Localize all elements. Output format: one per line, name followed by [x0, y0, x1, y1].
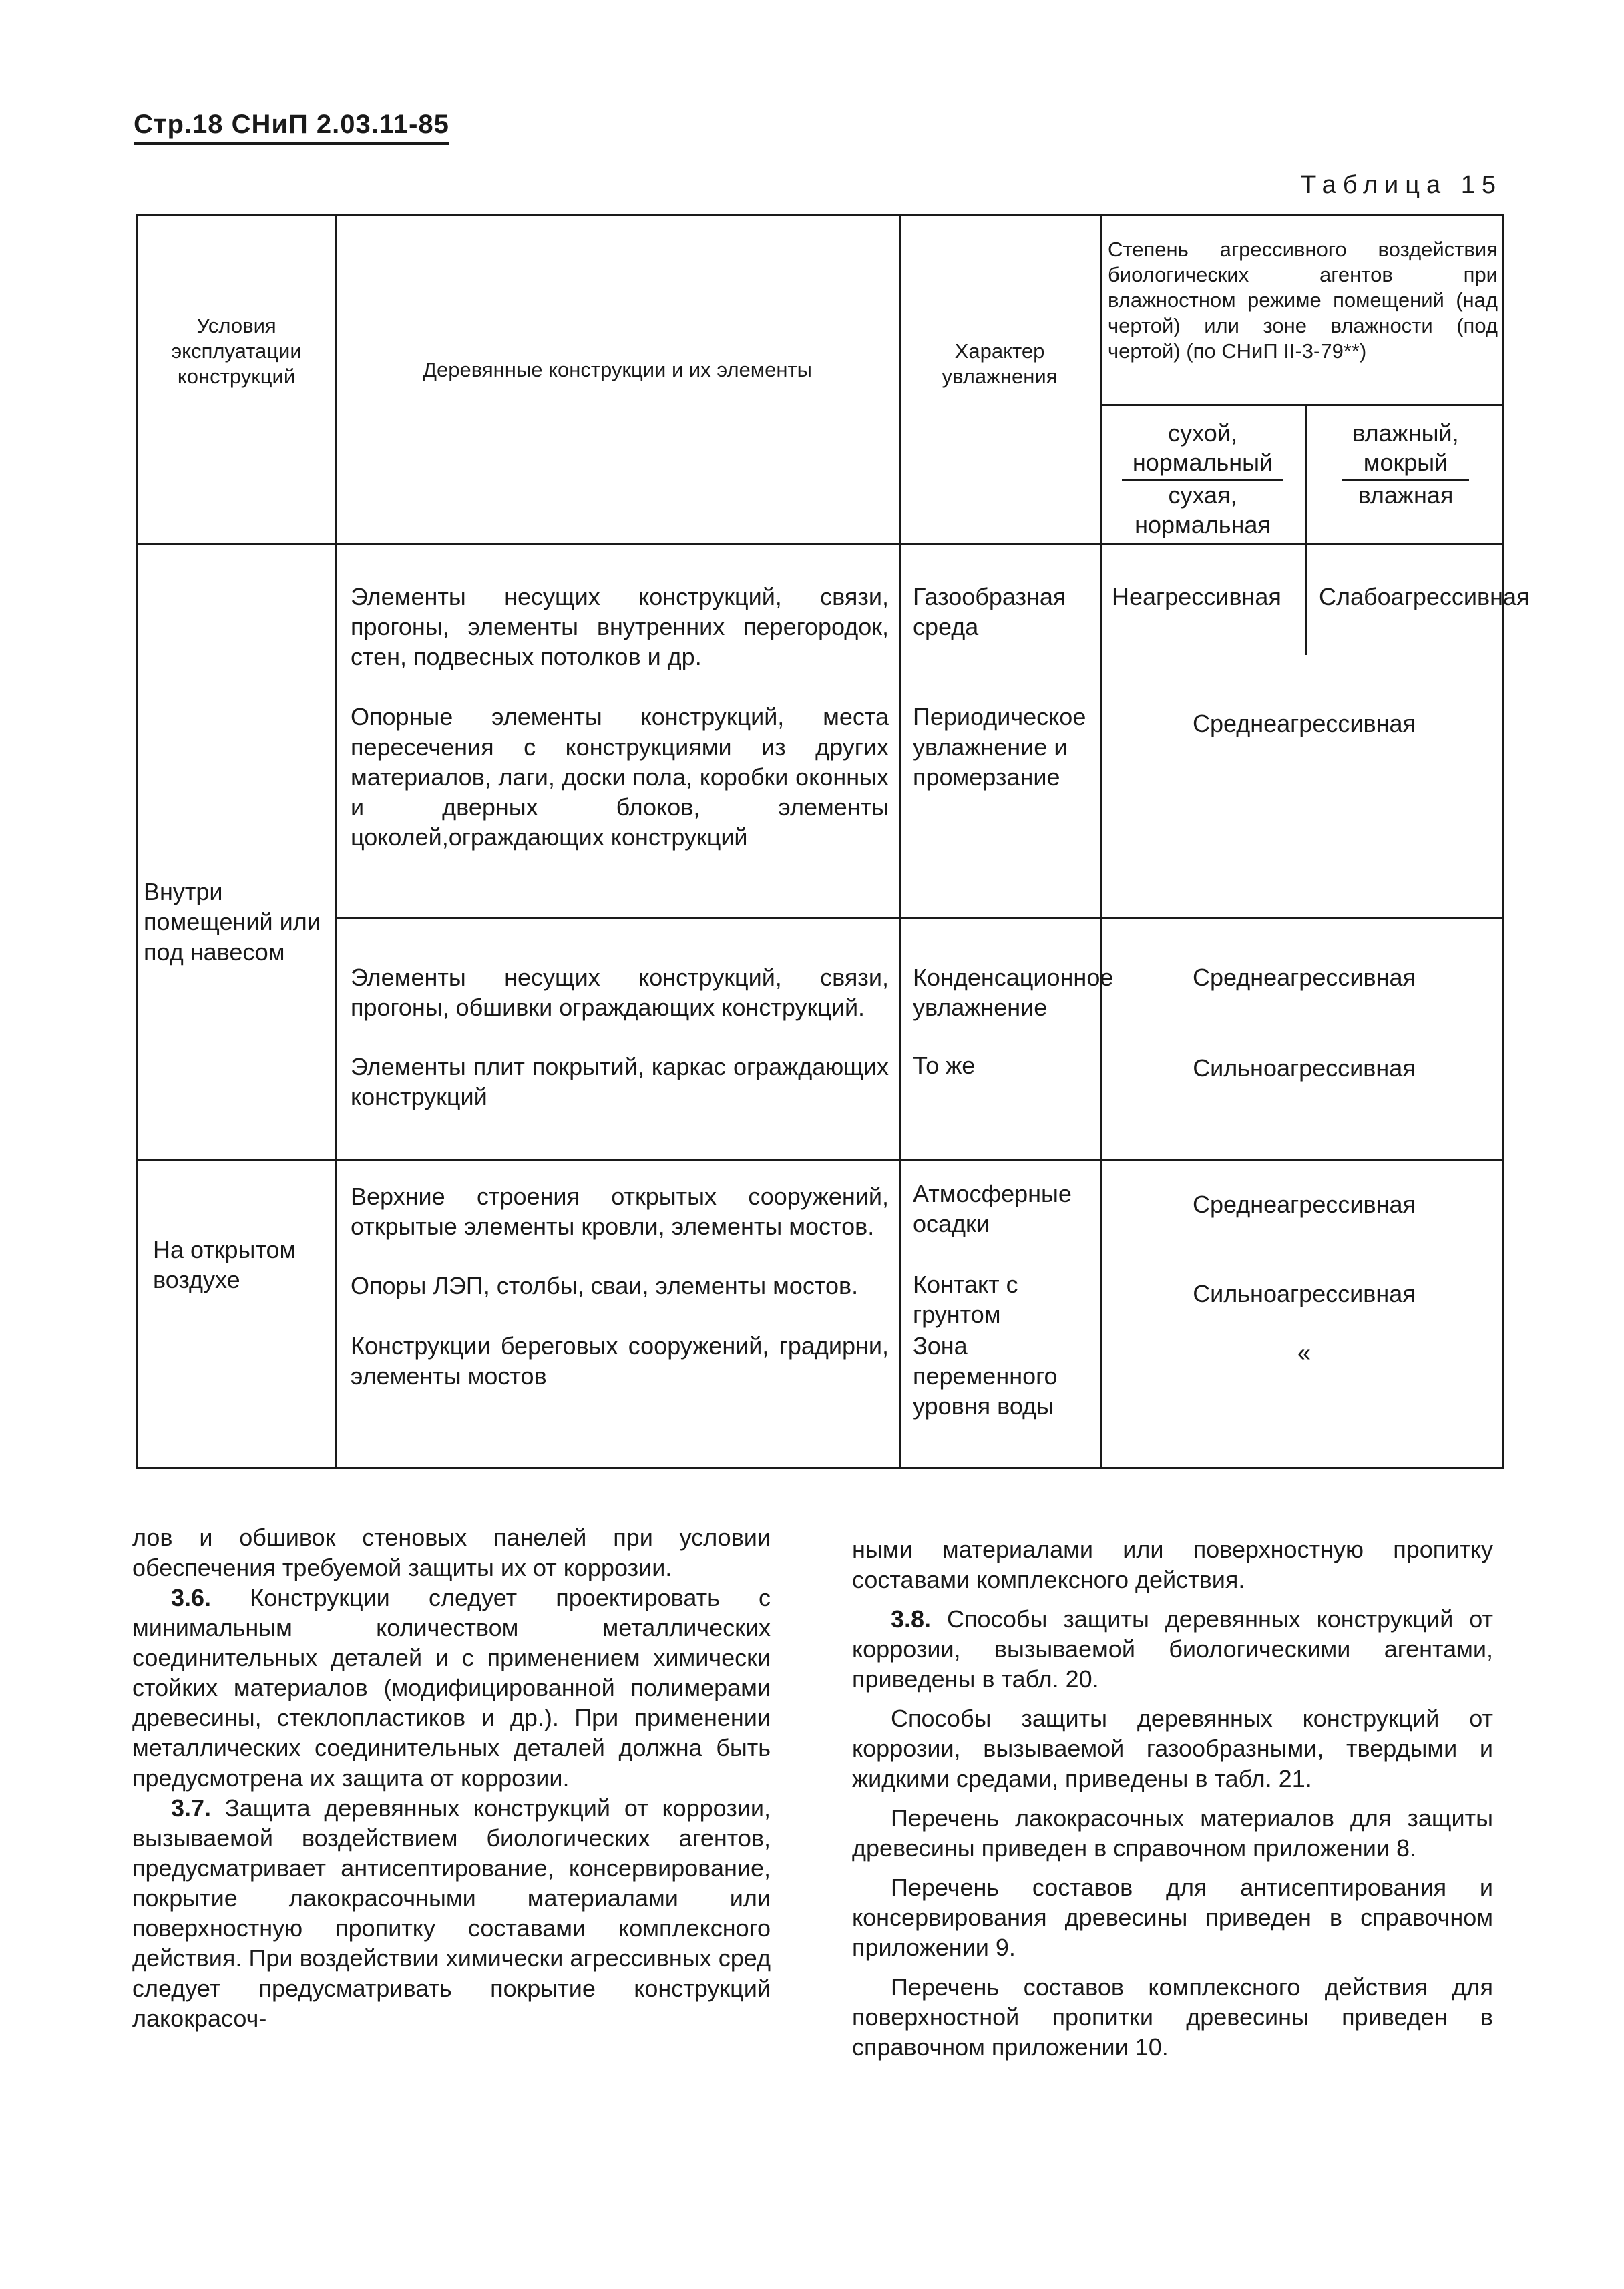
- block1-degree-a-dry: Неагрессивная: [1112, 583, 1281, 610]
- outdoor-label: На открытом воздухе: [153, 1236, 296, 1293]
- paragraph: лов и обшивок стеновых панелей при условии обеспечения требуемой защиты их от коррозии.: [132, 1524, 771, 1581]
- clause-number: 3.7.: [171, 1794, 212, 1822]
- block3-degree-b: Сильноагрессивная: [1193, 1280, 1416, 1307]
- table-divider: [335, 216, 337, 1467]
- block3-structures-c: Конструкции береговых сооружений, градирни, элементы мостов: [351, 1332, 889, 1390]
- page-header: Стр.18 СНиП 2.03.11-85: [134, 110, 449, 145]
- table-divider: [138, 543, 1502, 545]
- block2-structures-b: Элементы плит покрытий, каркас ограждающих конструкций: [351, 1053, 889, 1110]
- block2-degree-b: Сильноагрессивная: [1193, 1054, 1416, 1082]
- paragraph: Способы защиты деревянных конструкций от коррозии, вызываемой газообразными, твердыми и жидкими средами, приведены в табл. 21.: [852, 1705, 1493, 1792]
- table-caption: Таблица 15: [1301, 171, 1502, 199]
- header-dry: [1108, 419, 1297, 540]
- block1-degree-a-wet: Слабоагрессивная: [1319, 583, 1530, 610]
- clause-number: 3.8.: [891, 1605, 932, 1633]
- paragraph: Перечень составов комплексного действия для поверхностной пропитки древесины приведен в справочном приложении 10.: [852, 1973, 1493, 2061]
- block3-degree-a: Среднеагрессивная: [1193, 1191, 1416, 1218]
- text-column-left: [132, 1522, 771, 2033]
- paragraph-text: Защита деревянных конструкций от коррозии, вызываемой воздействием биологических агентов, предусматривает антисептирование, консервирование, покрытие лакокрасочными материалами или поверхностную пропитку составами комплексного действия. При воздействии химически агрессивных сред следует предусматривать покрытие конструкций лакокрасоч-: [132, 1794, 771, 2032]
- block1-structures-b: Опорные элементы конструкций, места пересечения с конструкциями из других материалов, лаги, доски пола, коробки оконных и дверных блоков, элементы цоколей,ограждающих конструкций: [351, 703, 889, 851]
- paragraph-3-7: [132, 1793, 771, 2033]
- paragraph-3-6: [132, 1583, 771, 1793]
- block3-moisture-b: Контакт с грунтом: [913, 1271, 1018, 1328]
- dry-bottom-label: сухая, нормальная: [1135, 481, 1271, 538]
- block1-structures-a: Элементы несущих конструкций, связи, прогоны, элементы внутренних перегородок, стен, подвесных потолков и др.: [351, 583, 889, 670]
- block2-moisture-b: То же: [913, 1052, 976, 1079]
- table-divider: [899, 216, 901, 1467]
- block3-moisture-c: Зона переменного уровня воды: [913, 1332, 1058, 1420]
- block3-structures-b: Опоры ЛЭП, столбы, сваи, элементы мостов.: [351, 1272, 859, 1299]
- wet-top-label: влажный, мокрый: [1352, 419, 1459, 476]
- table-15: [136, 214, 1530, 1469]
- clause-number: 3.6.: [171, 1584, 212, 1611]
- header-conditions: Условия эксплуатации конструкций: [171, 314, 302, 388]
- block2-moisture-a: Конденсационное увлажнение: [913, 964, 1114, 1021]
- paragraph: Перечень составов для антисептирования и консервирования древесины приведен в справочном приложении 9.: [852, 1874, 1493, 1961]
- header-degree: Степень агрессивного воздействия биологических агентов при влажностном режиме помещений (над чертой) или зоне влажности (под чертой) (по СНиП II-3-79**): [1108, 238, 1498, 363]
- block2-structures-a: Элементы несущих конструкций, связи, прогоны, обшивки ограждающих конструкций.: [351, 964, 889, 1021]
- paragraph: Перечень лакокрасочных материалов для защиты древесины приведен в справочном приложении 8.: [852, 1804, 1493, 1862]
- block2-degree-a: Среднеагрессивная: [1193, 964, 1416, 991]
- block3-structures-a: Верхние строения открытых сооружений, открытые элементы кровли, элементы мостов.: [351, 1183, 889, 1240]
- block1-moisture-a: Газообразная среда: [913, 583, 1066, 640]
- block3-degree-c: «: [1297, 1339, 1311, 1366]
- paragraph-text: Конструкции следует проектировать с минимальным количеством металлических соединительных деталей и с применением химически стойких материалов (модифицированной полимерами древесины, стеклопластиков и др.). При применении металлических соединительных деталей должна быть предусмотрена их защита от коррозии.: [132, 1584, 771, 1792]
- table-divider: [335, 917, 1502, 919]
- block1-degree-b: Среднеагрессивная: [1193, 710, 1416, 737]
- wet-bottom-label: влажная: [1358, 481, 1454, 509]
- text-column-right: [852, 1534, 1493, 2062]
- header-wet: [1313, 419, 1498, 510]
- dry-top-label: сухой, нормальный: [1132, 419, 1273, 476]
- table-divider: [1100, 404, 1502, 406]
- block1-moisture-b: Периодическое увлажнение и промерзание: [913, 703, 1086, 791]
- paragraph: ными материалами или поверхностную пропитку составами комплексного действия.: [852, 1536, 1493, 1593]
- paragraph-text: Способы защиты деревянных конструкций от коррозии, вызываемой биологическими агентами, приведены в табл. 20.: [852, 1605, 1493, 1693]
- table-divider: [138, 1159, 1502, 1161]
- paragraph-3-8: [852, 1604, 1493, 1694]
- indoor-label: Внутри помещений или под навесом: [144, 878, 321, 966]
- block3-moisture-a: Атмосферные осадки: [913, 1180, 1072, 1237]
- table-divider: [1305, 404, 1307, 655]
- header-structures: Деревянные конструкции и их элементы: [423, 358, 812, 381]
- header-moisture: Характер увлажнения: [942, 339, 1058, 388]
